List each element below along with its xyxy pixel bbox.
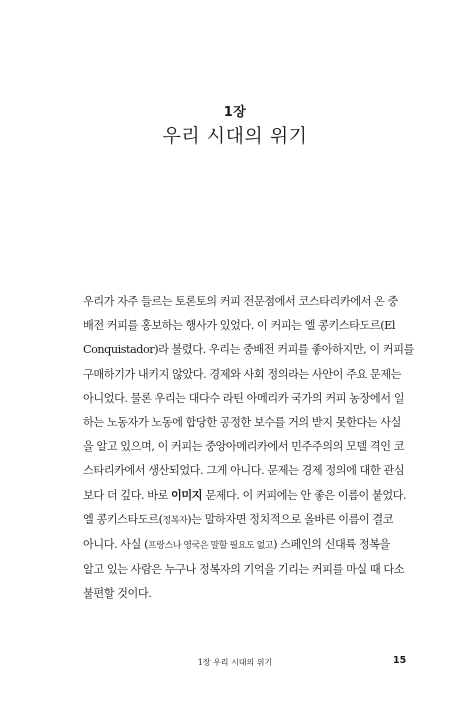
text-line: Conquistador)라 불렸다. 우리는 중배전 커피를 좋아하지만, 이 커피를 xyxy=(83,343,414,357)
text-line: 우리가 자주 들르는 토론토의 커피 전문점에서 코스타리카에서 온 중 xyxy=(83,295,398,308)
text-line: 하는 노동자가 노동에 합당한 공정한 보수를 거의 받지 못한다는 사실 xyxy=(83,416,401,430)
chapter-title: 우리 시대의 위기 xyxy=(162,125,308,147)
chapter-number: 1장 xyxy=(223,105,247,120)
text-segment: )는 말하자면 정치적으로 올바른 이름이 결코 xyxy=(187,512,394,526)
text-segment: 아니다. 사실 ( xyxy=(83,538,149,552)
text-line: 알고 있는 사람은 누구나 정복자의 기억을 기리는 커피를 마실 때 다소 xyxy=(83,563,405,577)
text-segment: 문제다. 이 커피에는 안 좋은 이름이 붙었다. xyxy=(202,488,407,502)
text-line: 스타리카에서 생산되었다. 그게 아니다. 문제는 경제 정의에 대한 관심 xyxy=(83,464,405,478)
parenthetical-text: 프랑스나 영국은 말할 필요도 없고 xyxy=(148,541,274,552)
text-segment: 엘 콩키스타도르( xyxy=(83,512,163,526)
running-title: 1장 우리 시대의 위기 xyxy=(197,658,273,667)
text-segment: ) 스페인의 신대륙 정복을 xyxy=(273,538,390,552)
text-segment: 보다 더 깊다. 바로 xyxy=(83,488,172,502)
text-line xyxy=(83,508,394,533)
emphasized-word: 이미지 xyxy=(171,488,203,502)
page-number: 15 xyxy=(393,655,407,666)
body-text xyxy=(83,290,414,607)
text-line: 배전 커피를 홍보하는 행사가 있었다. 이 커피는 엘 콩키스타도르(El xyxy=(83,319,396,333)
gloss-text: 정복자 xyxy=(162,515,188,526)
text-line: 불편할 것이다. xyxy=(83,587,152,601)
text-line: 아니었다. 물론 우리는 대다수 라틴 아메리카 국가의 커피 농장에서 일 xyxy=(83,391,405,405)
text-line: 을 알고 있으며, 이 커피는 중앙아메리카에서 민주주의의 모델 격인 코 xyxy=(83,440,405,454)
text-line xyxy=(83,484,407,508)
text-line xyxy=(83,533,390,558)
text-line: 구매하기가 내키지 않았다. 경제와 사회 정의라는 사안이 주요 문제는 xyxy=(83,367,401,381)
